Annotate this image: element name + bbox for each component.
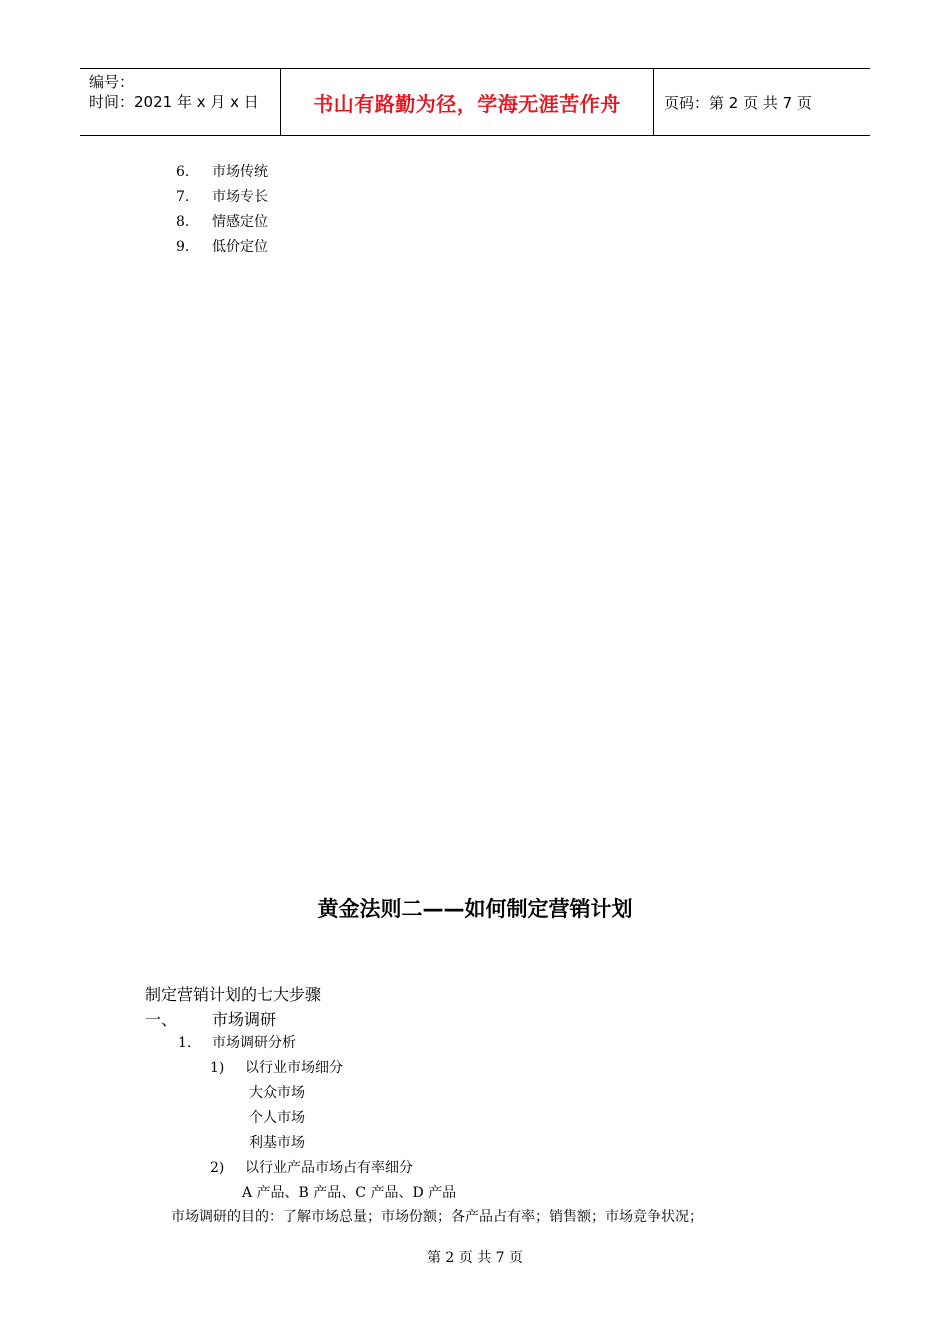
document-number-label: 编号：	[89, 73, 135, 91]
part-heading: 市场调研	[212, 1010, 277, 1029]
product-list: A 产品、B 产品、C 产品、D 产品	[242, 1185, 457, 1201]
list-item-text: 市场专长	[212, 189, 268, 205]
header-page-cell	[654, 69, 870, 135]
sub-item-number: 2)	[210, 1160, 225, 1176]
sub-item-heading: 以行业产品市场占有率细分	[245, 1160, 413, 1176]
research-purpose: 市场调研的目的：了解市场总量；市场份额；各产品占有率；销售额；市场竞争状况；	[171, 1209, 703, 1225]
section-title: 黄金法则二——如何制定营销计划	[317, 897, 633, 921]
header-page-number: 页码：第 2 页 共 7 页	[664, 93, 812, 112]
list-item-number: 6.	[176, 164, 190, 180]
market-segment: 大众市场	[249, 1085, 305, 1101]
sub-item-number: 1)	[210, 1060, 225, 1076]
list-item-number: 7.	[176, 189, 190, 205]
page-footer: 第 2 页 共 7 页	[426, 1250, 524, 1266]
item-number: 1.	[178, 1035, 192, 1051]
section-intro: 制定营销计划的七大步骤	[145, 985, 322, 1004]
header-motto: 书山有路勤为径，学海无涯苦作舟	[313, 91, 621, 116]
header-motto-cell	[281, 69, 654, 135]
header-meta-cell	[80, 69, 281, 135]
list-item-text: 低价定位	[212, 239, 268, 255]
document-date-label: 时间：2021 年 x 月 x 日	[89, 93, 259, 111]
item-heading: 市场调研分析	[212, 1035, 296, 1051]
page-header	[80, 68, 870, 136]
list-item-text: 市场传统	[212, 164, 268, 180]
market-segment: 利基市场	[249, 1135, 305, 1151]
sub-item-heading: 以行业市场细分	[245, 1060, 343, 1076]
part-number: 一、	[145, 1010, 178, 1029]
list-item-number: 9.	[176, 239, 190, 255]
list-item-number: 8.	[176, 214, 190, 230]
market-segment: 个人市场	[249, 1110, 305, 1126]
list-item-text: 情感定位	[212, 214, 268, 230]
